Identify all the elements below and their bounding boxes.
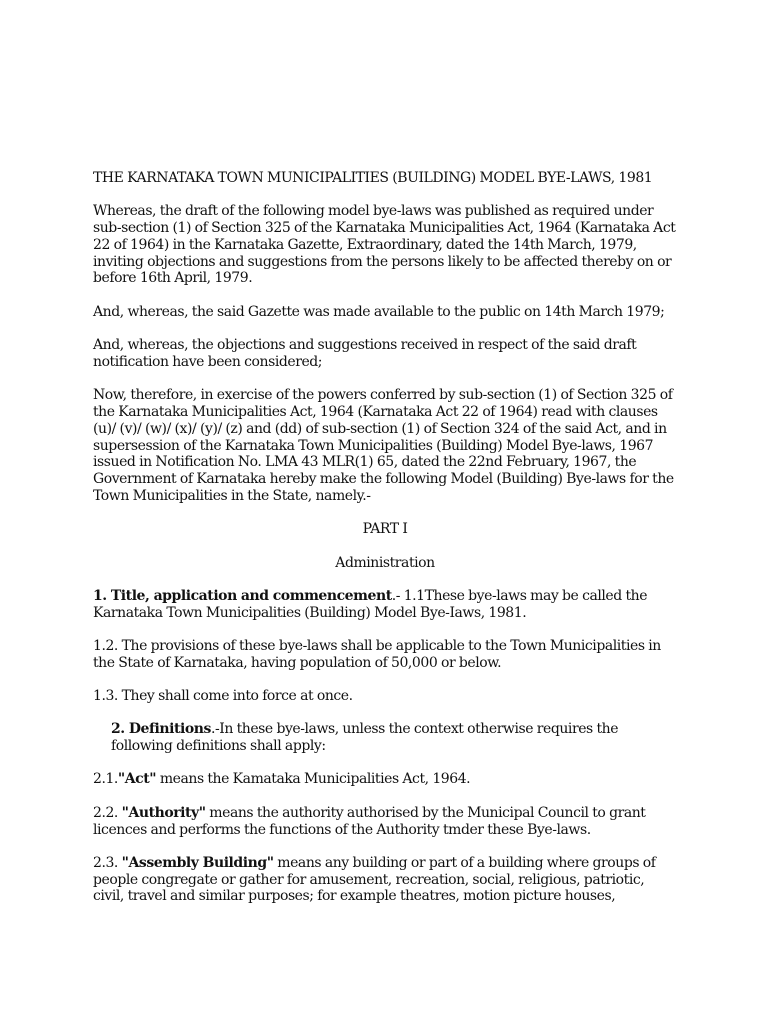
section-1-text: .- 1.1These bye-laws may be called the Karnataka Town Municipalities (Building) Model Bye-Iaws, 1981. — [93, 587, 648, 621]
section-2-paragraph — [93, 721, 677, 755]
definition-assembly-term: "Assembly Building" — [121, 854, 274, 871]
part-heading: PART I — [362, 521, 408, 538]
section-1-paragraph — [93, 588, 677, 622]
definition-act-number: 2.1. — [93, 771, 118, 788]
document-page — [93, 170, 677, 922]
preamble-paragraph-1: Whereas, the draft of the following model bye-laws was published as required under sub-section (1) of Section 325 of the Karnataka Municipalities Act, 1964 (Karnataka Act 22 of 1964) in the Karnataka Gazette, Extraordinary, dated the 14th March, 1979, inviting objections and suggestions from the persons likely to be affected thereby on or before 16th April, 1979. — [93, 203, 676, 287]
definition-assembly-number: 2.3. — [93, 854, 122, 871]
preamble-paragraph-4: Now, therefore, in exercise of the powers conferred by sub-section (1) of Section 325 of the Karnataka Municipalities Act, 1964 (Karnataka Act 22 of 1964) read with clauses (u)/ (v)/ (w)/ (x)/ (y)/ (z) and (dd) of sub-section (1) of Section 324 of the said Act, and in supersession of the Karnataka Town Municipalities (Building) Model Bye-laws, 1967 issued in Notification No. LMA 43 MLR(1) 65, dated the 22nd February, 1967, the Government of Karnataka hereby make the following Model (Building) Bye-laws for the Town Municipalities in the State, namely.- — [93, 387, 674, 504]
section-2-heading: 2. Definitions — [111, 721, 211, 738]
definition-authority-number: 2.2. — [93, 804, 122, 821]
definition-authority-text: means the authority authorised by the Municipal Council to grant licences and performs the functions of the Authority tmder these Bye-laws. — [93, 804, 646, 838]
definition-assembly-building — [93, 855, 677, 905]
preamble-paragraph-2: And, whereas, the said Gazette was made available to the public on 14th March 1979; — [93, 303, 665, 320]
definition-act — [93, 771, 677, 788]
part-subheading: Administration — [335, 554, 435, 571]
section-2-text: .-In these bye-laws, unless the context otherwise requires the following definitions shall apply: — [111, 721, 619, 755]
document-title: THE KARNATAKA TOWN MUNICIPALITIES (BUILDING) MODEL BYE-LAWS, 1981 — [93, 170, 653, 186]
definition-authority — [93, 805, 677, 839]
definition-assembly-text: means any building or part of a building where groups of people congregate or gather for amusement, recreation, social, religious, patriotic, civil, travel and similar purposes; for example theatres, motion picture houses, — [93, 854, 656, 905]
clause-1-2: 1.2. The provisions of these bye-laws shall be applicable to the Town Municipalities in the State of Karnataka, having population of 50,000 or below. — [93, 637, 661, 671]
preamble-paragraph-3: And, whereas, the objections and suggestions received in respect of the said draft notification have been considered; — [93, 337, 637, 370]
clause-1-3: 1.3. They shall come into force at once. — [93, 688, 353, 705]
section-1-heading: 1. Title, application and commencement — [93, 587, 392, 604]
definition-authority-term: "Authority" — [121, 804, 206, 821]
definition-act-term: "Act" — [117, 771, 157, 788]
definition-act-text: means the Kamataka Municipalities Act, 1964. — [156, 771, 471, 788]
